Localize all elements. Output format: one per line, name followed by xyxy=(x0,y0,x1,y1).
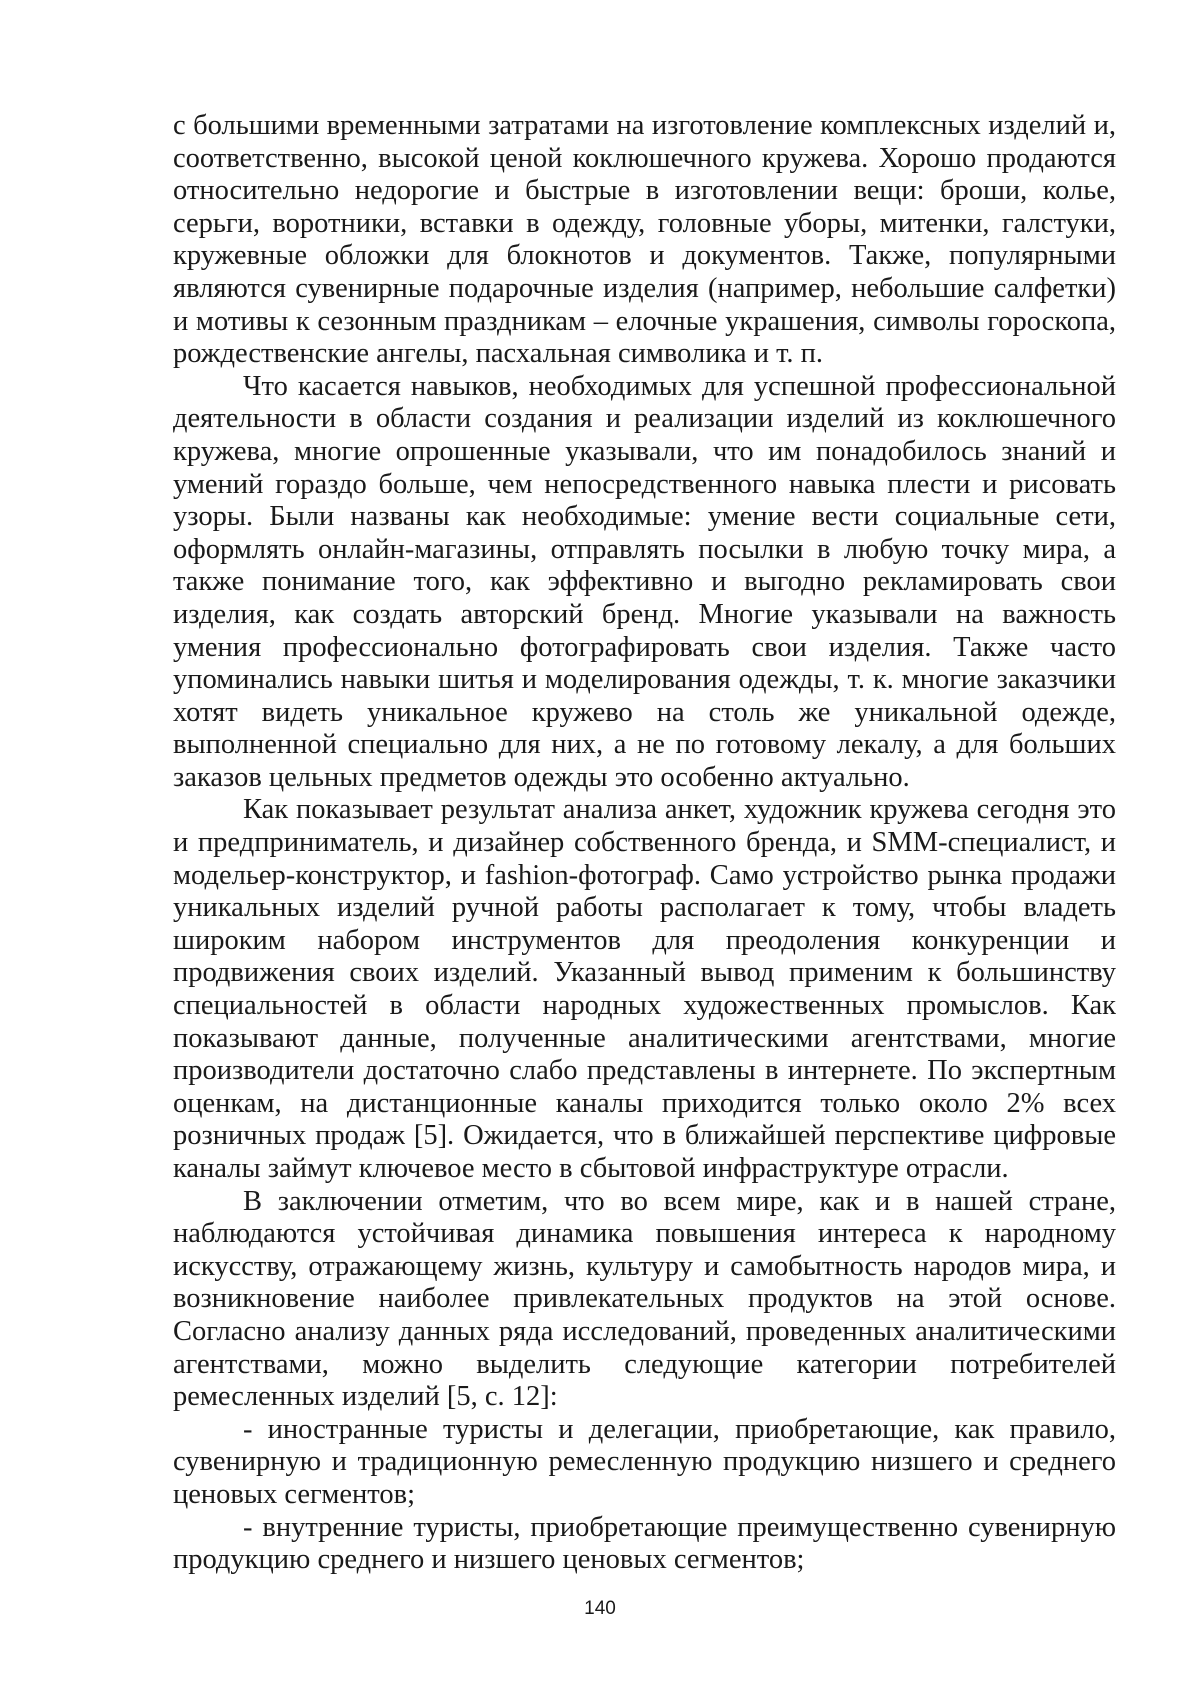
paragraph-2: Что касается навыков, необходимых для успешной профессиональной деятельности в области создания и реализации изделий из коклюшечного кружева, многие опрошенные указывали, что им понадобилось знаний и умений гораздо больше, чем непосредственного навыка плести и рисовать узоры. Были названы как необходимые: умение вести социальные сети, оформлять онлайн-магазины, отправлять посылки в любую точку мира, а также понимание того, как эффективно и выгодно рекламировать свои изделия, как создать авторский бренд. Многие указывали на важность умения профессионально фотографировать свои изделия. Также часто упоминались навыки шитья и моделирования одежды, т. к. многие заказчики хотят видеть уникальное кружево на столь же уникальной одежде, выполненной специально для них, а не по готовому лекалу, а для больших заказов цельных предметов одежды это особенно актуально. xyxy=(173,370,1116,793)
paragraph-4: В заключении отметим, что во всем мире, как и в нашей стране, наблюдаются устойчивая динамика повышения интереса к народному искусству, отражающему жизнь, культуру и самобытность народов мира, и возникновение наиболее привлекательных продуктов на этой основе. Согласно анализу данных ряда исследований, проведенных аналитическими агентствами, можно выделить следующие категории потребителей ремесленных изделий [5, с. 12]: xyxy=(173,1185,1116,1413)
paragraph-1: с большими временными затратами на изготовление комплексных изделий и, соответственно, высокой ценой коклюшечного кружева. Хорошо продаются относительно недорогие и быстрые в изготовлении вещи: броши, колье, серьги, воротники, вставки в одежду, головные уборы, митенки, галстуки, кружевные обложки для блокнотов и документов. Также, популярными являются сувенирные подарочные изделия (например, небольшие салфетки) и мотивы к сезонным праздникам – елочные украшения, символы гороскопа, рождественские ангелы, пасхальная символика и т. п. xyxy=(173,110,1116,370)
paragraph-3: Как показывает результат анализа анкет, художник кружева сегодня это и предприниматель, и дизайнер собственного бренда, и SMM-специалист, и модельер-конструктор, и fashion-фотограф. Само устройство рынка продажи уникальных изделий ручной работы располагает к тому, чтобы владеть широким набором инструментов для преодоления конкуренции и продвижения своих изделий. Указанный вывод применим к большинству специальностей в области народных художественных промыслов. Как показывают данные, полученные аналитическими агентствами, многие производители достаточно слабо представлены в интернете. По экспертным оценкам, на дистанционные каналы приходится только около 2% всех розничных продаж [5]. Ожидается, что в ближайшей перспективе цифровые каналы займут ключевое место в сбытовой инфраструктуре отрасли. xyxy=(173,794,1116,1184)
body-text xyxy=(173,110,1116,1577)
page-number: 140 xyxy=(584,1598,616,1619)
list-item-2: - внутренние туристы, приобретающие преимущественно сувенирную продукцию среднего и низшего ценовых сегментов; xyxy=(173,1511,1116,1576)
list-item-1: - иностранные туристы и делегации, приобретающие, как правило, сувенирную и традиционную ремесленную продукцию низшего и среднего ценовых сегментов; xyxy=(173,1413,1116,1510)
